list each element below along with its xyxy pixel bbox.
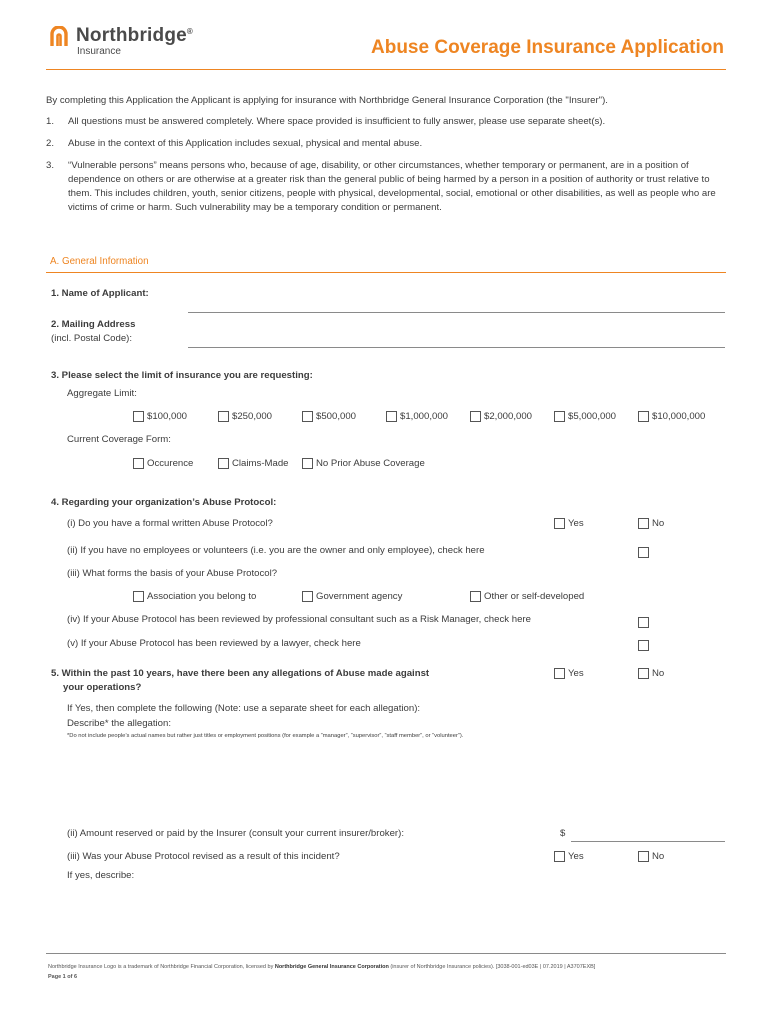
checkbox[interactable] bbox=[386, 411, 397, 422]
checkbox[interactable] bbox=[470, 591, 481, 602]
northbridge-logo-icon bbox=[48, 26, 70, 48]
checkbox[interactable] bbox=[554, 668, 565, 679]
intro-item-text: All questions must be answered completely. Where space provided is insufficient to fully answer, please use separate sheet(s). bbox=[68, 116, 606, 127]
allegation-description-area[interactable] bbox=[67, 746, 725, 812]
q5-label: 5. Within the past 10 years, have there been any allegations of Abuse made against bbox=[51, 668, 430, 679]
q5-describe-label: Describe* the allegation: bbox=[67, 718, 171, 729]
q5-no[interactable]: No bbox=[638, 668, 664, 679]
q5-iii-describe-label: If yes, describe: bbox=[67, 870, 135, 881]
q4-i-label: (i) Do you have a formal written Abuse Protocol? bbox=[67, 518, 273, 529]
dollar-sign: $ bbox=[560, 828, 566, 839]
q5-footnote: *Do not include people’s actual names but rather just titles or employment positions (for example a “manager”, “supervisor”, “staff member”, or “volunteer”). bbox=[67, 733, 464, 739]
q5-iii-no[interactable]: No bbox=[638, 851, 664, 862]
q4-iii-label: (iii) What forms the basis of your Abuse Protocol? bbox=[67, 568, 278, 579]
q5-iii-label: (iii) Was your Abuse Protocol revised as a result of this incident? bbox=[67, 851, 340, 862]
limit-option-250k[interactable]: $250,000 bbox=[218, 411, 272, 422]
intro-item-number: 1. bbox=[46, 116, 55, 127]
checkbox[interactable] bbox=[302, 411, 313, 422]
limit-option-10m[interactable]: $10,000,000 bbox=[638, 411, 705, 422]
q4-iv-label: (iv) If your Abuse Protocol has been reviewed by professional consultant such as a Risk Manager, check here bbox=[67, 614, 531, 625]
q5-ii-label: (ii) Amount reserved or paid by the Insurer (consult your current insurer/broker): bbox=[67, 828, 404, 839]
limit-option-1m[interactable]: $1,000,000 bbox=[386, 411, 448, 422]
q4-label: 4. Regarding your organization’s Abuse Protocol: bbox=[51, 497, 277, 508]
coverage-option-occurence[interactable]: Occurence bbox=[133, 458, 193, 469]
section-divider bbox=[46, 272, 726, 273]
q1-label: 1. Name of Applicant: bbox=[51, 288, 149, 299]
checkbox[interactable] bbox=[554, 851, 565, 862]
coverage-option-claims-made[interactable]: Claims-Made bbox=[218, 458, 289, 469]
intro-text: By completing this Application the Applicant is applying for insurance with Northbridge General Insurance Corporation (the "Insurer"). bbox=[46, 95, 608, 106]
intro-item-number: 2. bbox=[46, 138, 55, 149]
amount-reserved-field[interactable] bbox=[571, 841, 725, 842]
limit-option-500k[interactable]: $500,000 bbox=[302, 411, 356, 422]
limit-option-2m[interactable]: $2,000,000 bbox=[470, 411, 532, 422]
header-divider bbox=[46, 69, 726, 70]
footer-legal-text: Northbridge Insurance Logo is a trademark of Northbridge Financial Corporation, licensed by Northbridge General Insurance Corporation (insurer of Northbridge Insurance policies). [3038-001-ed03E | 07.2019 | A3707EXB] bbox=[48, 964, 596, 970]
q5-if-yes-instruction: If Yes, then complete the following (Note: use a separate sheet for each allegation): bbox=[67, 703, 421, 714]
applicant-name-field[interactable] bbox=[188, 312, 725, 313]
checkbox[interactable] bbox=[302, 458, 313, 469]
checkbox[interactable] bbox=[554, 411, 565, 422]
coverage-form-label: Current Coverage Form: bbox=[67, 434, 171, 445]
checkbox[interactable] bbox=[638, 851, 649, 862]
basis-option-government[interactable]: Government agency bbox=[302, 591, 402, 602]
q4-v-checkbox[interactable] bbox=[638, 640, 649, 651]
checkbox[interactable] bbox=[470, 411, 481, 422]
checkbox[interactable] bbox=[554, 518, 565, 529]
brand-subtitle: Insurance bbox=[77, 46, 121, 57]
q4-ii-label: (ii) If you have no employees or volunteers (i.e. you are the owner and only employee), check here bbox=[67, 545, 485, 556]
intro-item-text: “Vulnerable persons” means persons who, because of age, disability, or other circumstances, whether temporary or permanent, are in a position of dependence on others or are otherwise at a greater risk than the general public of being harmed by a person in a position of authority or trust relative to them. This includes children, youth, senior citizens, people with physical, developmental, social, emotional or other disabilities, as well as people who are victims of crime or harm. Such vulnerability may be a temporary condition or permanent. bbox=[68, 160, 716, 213]
mailing-address-field[interactable] bbox=[188, 347, 725, 348]
basis-option-association[interactable]: Association you belong to bbox=[133, 591, 256, 602]
checkbox[interactable] bbox=[302, 591, 313, 602]
checkbox[interactable] bbox=[133, 458, 144, 469]
revision-description-area[interactable] bbox=[67, 886, 725, 944]
q4-i-no[interactable]: No bbox=[638, 518, 664, 529]
q3-label: 3. Please select the limit of insurance you are requesting: bbox=[51, 370, 313, 381]
section-a-title: A. General Information bbox=[50, 256, 149, 267]
q2-label: 2. Mailing Address bbox=[51, 319, 136, 330]
basis-option-other[interactable]: Other or self-developed bbox=[470, 591, 584, 602]
brand-name: Northbridge® bbox=[76, 25, 194, 46]
checkbox[interactable] bbox=[133, 411, 144, 422]
q4-ii-checkbox[interactable] bbox=[638, 547, 649, 558]
intro-item-number: 3. bbox=[46, 160, 55, 171]
q4-v-label: (v) If your Abuse Protocol has been reviewed by a lawyer, check here bbox=[67, 638, 361, 649]
footer-divider bbox=[46, 953, 726, 954]
q5-yes[interactable]: Yes bbox=[554, 668, 584, 679]
checkbox[interactable] bbox=[218, 411, 229, 422]
checkbox[interactable] bbox=[638, 518, 649, 529]
checkbox[interactable] bbox=[638, 411, 649, 422]
limit-option-5m[interactable]: $5,000,000 bbox=[554, 411, 616, 422]
document-title: Abuse Coverage Insurance Application bbox=[371, 37, 724, 58]
intro-item-text: Abuse in the context of this Application includes sexual, physical and mental abuse. bbox=[68, 138, 423, 149]
q5-label-continued: your operations? bbox=[63, 682, 142, 693]
checkbox[interactable] bbox=[218, 458, 229, 469]
checkbox[interactable] bbox=[638, 668, 649, 679]
q5-iii-yes[interactable]: Yes bbox=[554, 851, 584, 862]
page-number: Page 1 of 6 bbox=[48, 974, 78, 980]
limit-option-100k[interactable]: $100,000 bbox=[133, 411, 187, 422]
coverage-option-no-prior[interactable]: No Prior Abuse Coverage bbox=[302, 458, 425, 469]
q4-i-yes[interactable]: Yes bbox=[554, 518, 584, 529]
aggregate-limit-label: Aggregate Limit: bbox=[67, 388, 137, 399]
checkbox[interactable] bbox=[133, 591, 144, 602]
q2-sublabel: (incl. Postal Code): bbox=[51, 333, 133, 344]
q4-iv-checkbox[interactable] bbox=[638, 617, 649, 628]
